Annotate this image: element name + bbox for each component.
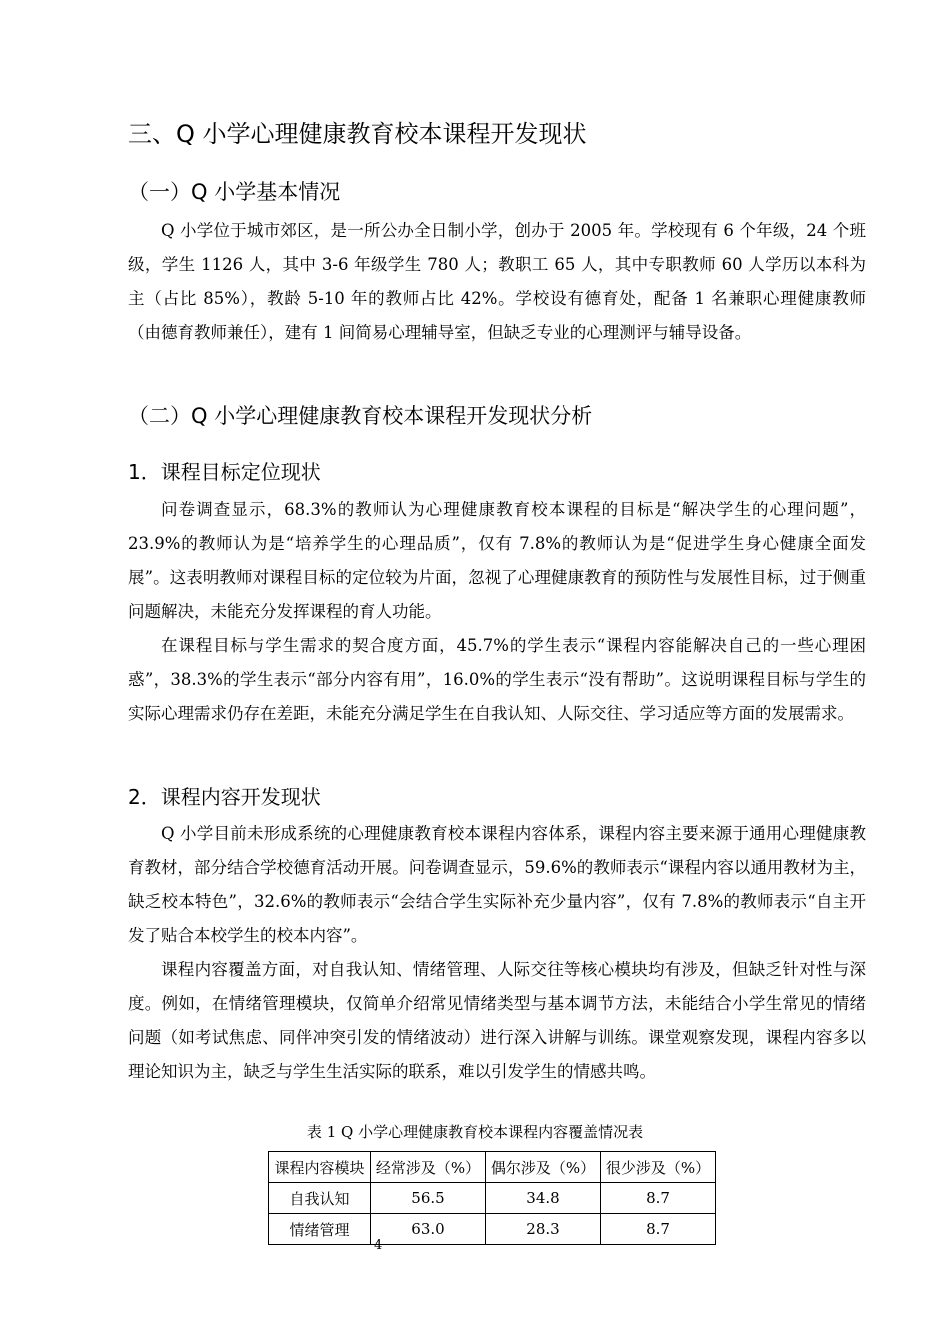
chapter-heading: 三、Q 小学心理健康教育校本课程开发现状 (128, 120, 587, 148)
paragraph-course-content-1: Q 小学目前未形成系统的心理健康教育校本课程内容体系，课程内容主要来源于通用心理健康教育教材，部分结合学校德育活动开展。问卷调查显示，59.6%的教师表示“课程内容以通用教材为主，缺乏校本特色”，32.6%的教师表示“会结合学生实际补充少量内容”，仅有 7.8%的教师表示“自主开发了贴合本校学生的校本内容”。 (128, 824, 866, 945)
section-heading-analysis: （二）Q 小学心理健康教育校本课程开发现状分析 (128, 404, 593, 428)
paragraph-course-goal-1: 问卷调查显示，68.3%的教师认为心理健康教育校本课程的目标是“解决学生的心理问题”，23.9%的教师认为是“培养学生的心理品质”，仅有 7.8%的教师认为是“促进学生身心健康全面发展”。这表明教师对课程目标的定位较为片面，忽视了心理健康教育的预防性与发展性目标，过于侧重问题解决，未能充分发挥课程的育人功能。 (128, 500, 866, 621)
table-cell: 8.7 (601, 1183, 716, 1214)
table-row (269, 1183, 716, 1214)
table-cell: 8.7 (601, 1214, 716, 1245)
table-header-cell: 课程内容模块 (269, 1152, 371, 1183)
table-cell: 56.5 (371, 1183, 486, 1214)
paragraph-course-content-2: 课程内容覆盖方面，对自我认知、情绪管理、人际交往等核心模块均有涉及，但缺乏针对性与深度。例如，在情绪管理模块，仅简单介绍常见情绪类型与基本调节方法，未能结合小学生常见的情绪问题（如考试焦虑、同伴冲突引发的情绪波动）进行深入讲解与训练。课堂观察发现，课程内容多以理论知识为主，缺乏与学生生活实际的联系，难以引发学生的情感共鸣。 (128, 960, 866, 1081)
table-cell: 34.8 (486, 1183, 601, 1214)
subheading-course-goal: 1．课程目标定位现状 (128, 460, 321, 484)
table-header-cell: 偶尔涉及（%） (486, 1152, 601, 1183)
section-heading-basic-info: （一）Q 小学基本情况 (128, 180, 341, 204)
page-number: 4 (374, 1238, 383, 1253)
coverage-table (268, 1151, 716, 1245)
subheading-course-content: 2．课程内容开发现状 (128, 785, 321, 809)
paragraph-course-goal-2: 在课程目标与学生需求的契合度方面，45.7%的学生表示“课程内容能解决自己的一些心理困惑”，38.3%的学生表示“部分内容有用”，16.0%的学生表示“没有帮助”。这说明课程目标与学生的实际心理需求仍存在差距，未能充分满足学生在自我认知、人际交往、学习适应等方面的发展需求。 (128, 636, 866, 723)
table-cell: 28.3 (486, 1214, 601, 1245)
table-cell: 情绪管理 (269, 1214, 371, 1245)
table-row (269, 1214, 716, 1245)
paragraph-basic-info: Q 小学位于城市郊区，是一所公办全日制小学，创办于 2005 年。学校现有 6 个年级，24 个班级，学生 1126 人，其中 3-6 年级学生 780 人；教职工 65 人，其中专职教师 60 人学历以本科为主（占比 85%），教龄 5-10 年的教师占比 42%。学校设有德育处，配备 1 名兼职心理健康教师（由德育教师兼任），建有 1 间简易心理辅导室，但缺乏专业的心理测评与辅导设备。 (128, 221, 866, 342)
table-header-cell: 经常涉及（%） (371, 1152, 486, 1183)
table-cell: 自我认知 (269, 1183, 371, 1214)
table-header-cell: 很少涉及（%） (601, 1152, 716, 1183)
table-cell: 63.0 (371, 1214, 486, 1245)
table-caption: 表 1 Q 小学心理健康教育校本课程内容覆盖情况表 (306, 1123, 644, 1141)
table-header-row (269, 1152, 716, 1183)
